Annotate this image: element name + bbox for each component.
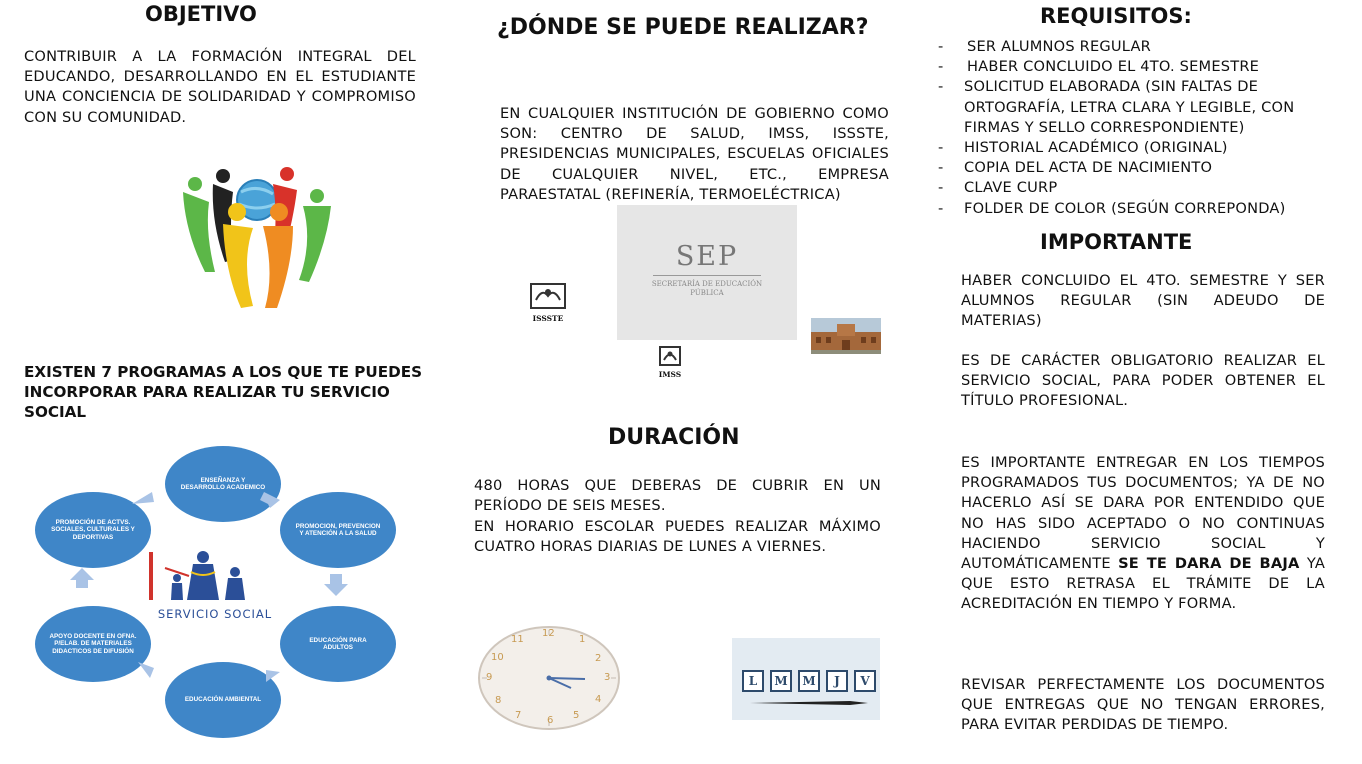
importante-p3-bold: SE TE DARA DE BAJA — [1118, 555, 1300, 573]
issste-logo — [528, 282, 568, 323]
servicio-social-logo — [145, 548, 285, 621]
importante-p1: HABER CONCLUIDO EL 4TO. SEMESTRE Y SER ALUMNOS REGULAR (SIN ADEUDO DE MATERIAS) — [961, 272, 1325, 330]
importante-p4: REVISAR PERFECTAMENTE LOS DOCUMENTOS QUE ENTREGAS QUE NO TENGAN ERRORES, PARA EVITAR PERDIDAS DE TIEMPO. — [961, 676, 1325, 734]
clock-number: 9 — [486, 672, 493, 683]
requisito-item: - HISTORIAL ACADÉMICO (ORIGINAL) — [938, 138, 1358, 158]
clock-number: 8 — [495, 695, 502, 706]
importante-title: IMPORTANTE — [1040, 230, 1193, 254]
program-node-2: PROMOCION, PREVENCION Y ATENCIÓN A LA SALUD — [280, 492, 396, 568]
day-tile: L — [742, 670, 764, 692]
clock-number: 10 — [491, 652, 504, 663]
duracion-line2: EN HORARIO ESCOLAR PUEDES REALIZAR MÁXIMO CUATRO HORAS DIARIAS DE LUNES A VIERNES. — [474, 518, 881, 556]
day-tile: V — [854, 670, 876, 692]
programs-cycle-diagram — [30, 440, 400, 740]
imss-logo — [654, 346, 686, 379]
clock-number: 1 — [579, 634, 586, 645]
imss-label: IMSS — [658, 370, 682, 379]
arrow-3 — [266, 670, 280, 682]
requisito-item: - SOLICITUD ELABORADA (SIN FALTAS DE ORTOGRAFÍA, LETRA CLARA Y LEGIBLE, CON FIRMAS Y SELLO CORRESPONDIENTE) — [938, 77, 1358, 138]
clock-number: 2 — [595, 653, 602, 664]
program-node-6: PROMOCIÓN DE ACTVS. SOCIALES, CULTURALES Y DEPORTIVAS — [35, 492, 151, 568]
family-icon — [145, 548, 285, 604]
day-tile: J — [826, 670, 848, 692]
requisito-item: - HABER CONCLUIDO EL 4TO. SEMESTRE — [938, 57, 1358, 77]
sep-divider — [653, 275, 761, 276]
program-node-5: APOYO DOCENTE EN OFNA. P/ELAB. DE MATERIALES DIDACTICOS DE DIFUSIÓN — [35, 606, 151, 682]
issste-label: ISSSTE — [532, 314, 564, 323]
arrow-5 — [70, 568, 94, 588]
sep-logo — [617, 205, 797, 340]
clock-number: 12 — [542, 628, 555, 639]
program-node-3: EDUCACIÓN PARA ADULTOS — [280, 606, 396, 682]
requisito-item: - COPIA DEL ACTA DE NACIMIENTO — [938, 158, 1358, 178]
day-tile: M — [798, 670, 820, 692]
arrow-1 — [260, 492, 280, 508]
requisito-item: - SER ALUMNOS REGULAR — [938, 37, 1358, 57]
duracion-title: DURACIÓN — [608, 425, 740, 450]
requisito-item: - FOLDER DE COLOR (SEGÚN CORREPONDA) — [938, 199, 1358, 219]
clock-number: 5 — [573, 710, 580, 721]
clock-number: 7 — [515, 710, 522, 721]
objetivo-title: OBJETIVO — [145, 2, 257, 26]
arrow-4 — [138, 662, 154, 678]
clock-image — [477, 625, 621, 731]
requisitos-list — [938, 37, 1358, 219]
requisitos-title: REQUISITOS: — [1040, 4, 1192, 28]
clock-number: 11 — [511, 634, 524, 645]
clock-number: 6 — [547, 715, 554, 726]
servicio-social-label: SERVICIO SOCIAL — [157, 607, 273, 621]
pen-icon — [750, 698, 868, 708]
arrow-6 — [132, 492, 154, 504]
importante-p3-text: ES IMPORTANTE ENTREGAR EN LOS TIEMPOS PROGRAMADOS TUS DOCUMENTOS; YA DE NO HACERLO ASÍ SE DARA POR ENTENDIDO QUE NO HAS SIDO ACEPTADO O NO CONTINUAS HACIENDO SERVICIO SOCIAL Y AUTOMÁTICAMENTE — [961, 454, 1325, 573]
day-tile: M — [770, 670, 792, 692]
issste-icon — [528, 282, 568, 310]
arrow-2 — [324, 574, 348, 596]
donde-title: ¿DÓNDE SE PUEDE REALIZAR? — [497, 15, 869, 40]
importante-p3-text-end: YA QUE ESTO RETRASA EL TRÁMITE DE LA ACREDITACIÓN EN TIEMPO Y FORMA. — [961, 555, 1325, 613]
donde-text: EN CUALQUIER INSTITUCIÓN DE GOBIERNO COMO SON: CENTRO DE SALUD, IMSS, ISSSTE, PRESIDENCIAS MUNICIPALES, ESCUELAS OFICIALES DE CUALQUIER NIVEL, ETC., EMPRESA PARAESTATAL (REFINERÍA, TERMOELÉCTRICA) — [500, 105, 889, 203]
weekdays-image — [732, 638, 880, 720]
importante-p2: ES DE CARÁCTER OBLIGATORIO REALIZAR EL SERVICIO SOCIAL, PARA PODER OBTENER EL TÍTULO PROFESIONAL. — [961, 352, 1325, 410]
program-node-4: EDUCACIÓN AMBIENTAL — [165, 662, 281, 738]
building-photo — [811, 318, 881, 354]
duracion-line1: 480 HORAS QUE DEBERAS DE CUBRIR EN UN PERÍODO DE SEIS MESES. — [474, 477, 881, 515]
program-node-1: ENSEÑANZA Y DESARROLLO ACADEMICO — [165, 446, 281, 522]
clock-number: 4 — [595, 694, 602, 705]
requisito-item: - CLAVE CURP — [938, 178, 1358, 198]
clock-number: 3 — [604, 672, 611, 683]
objetivo-text: CONTRIBUIR A LA FORMACIÓN INTEGRAL DEL EDUCANDO, DESARROLLANDO EN EL ESTUDIANTE UNA CONCIENCIA DE SOLIDARIDAD Y COMPROMISO CON SU COMUNIDAD. — [24, 48, 416, 126]
sep-logo-text: SEP — [675, 241, 739, 272]
programas-title: EXISTEN 7 PROGRAMAS A LOS QUE TE PUEDES INCORPORAR PARA REALIZAR TU SERVICIO SOCIAL — [24, 363, 423, 421]
importante-p3 — [961, 453, 1325, 615]
imss-icon — [654, 346, 686, 366]
community-figures-image — [175, 162, 335, 310]
sep-subtitle: SECRETARÍA DE EDUCACIÓN PÚBLICA — [651, 280, 763, 297]
